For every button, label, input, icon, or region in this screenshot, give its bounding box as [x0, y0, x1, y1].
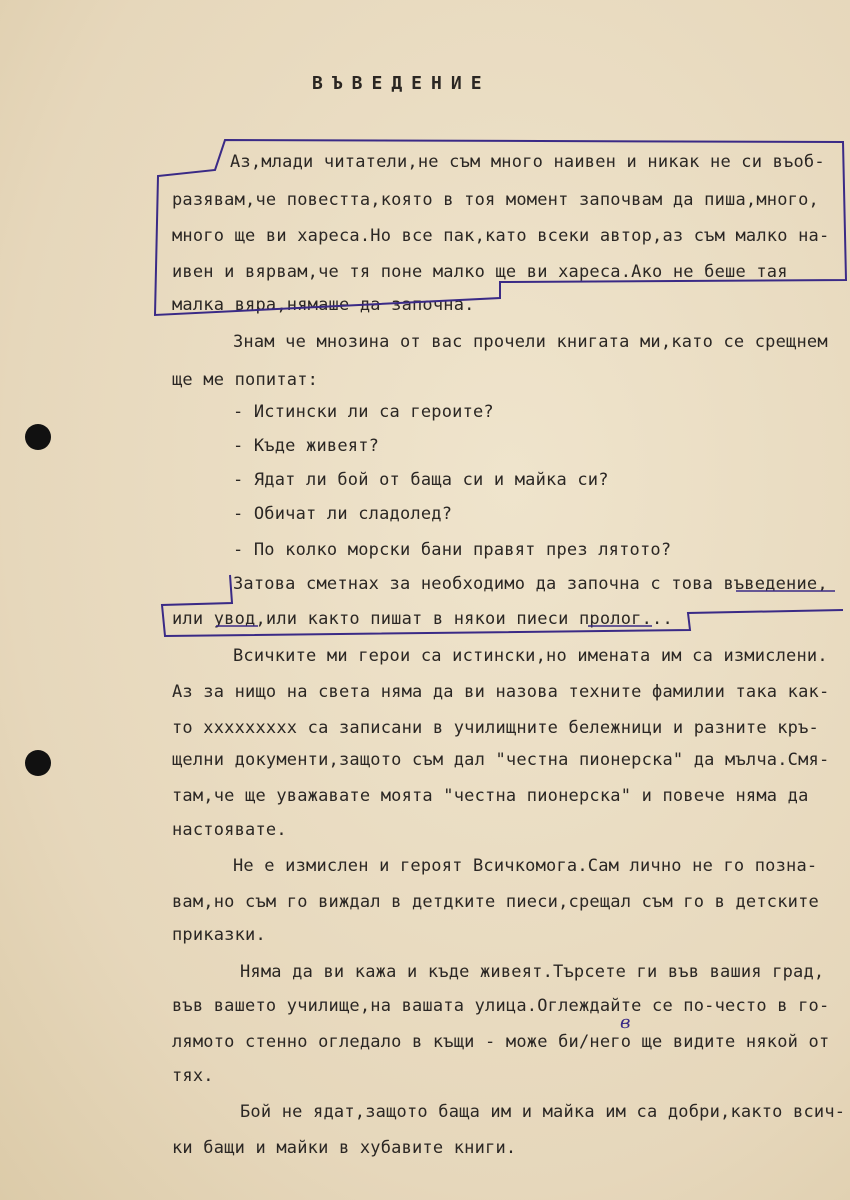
- text-line-28: Бой не ядат,защото баща им и майка им са добри,както всич-: [240, 1102, 846, 1122]
- text-line-3: много ще ви хареса.Но все пак,като всеки автор,аз съм малко на-: [172, 226, 830, 246]
- question-2: - Къде живеят?: [233, 436, 380, 456]
- page-title: ВЪВЕДЕНИЕ: [312, 73, 491, 94]
- text-line-23: приказки.: [172, 925, 266, 945]
- text-line-21: Не е измислен и героят Всичкомога.Сам лично не го позна-: [233, 856, 818, 876]
- question-4: - Обичат ли сладолед?: [233, 504, 453, 524]
- text-line-24: Няма да ви кажа и къде живеят.Търсете ги във вашия град,: [240, 962, 825, 982]
- punch-hole-bottom: [25, 750, 51, 776]
- text-line-14: или увод,или както пишат в някои пиеси пролог...: [172, 609, 673, 629]
- text-line-19: там,че ще уважавате моята "честна пионерска" и повече няма да: [172, 786, 809, 806]
- text-line-7: ще ме попитат:: [172, 370, 319, 390]
- question-3: - Ядат ли бой от баща си и майка си?: [233, 470, 609, 490]
- text-line-26: лямото стенно огледало в къщи - може би/него ще видите някой от: [172, 1032, 830, 1052]
- text-line-2: разявам,че повестта,която в тоя момент започвам да пиша,много,: [172, 190, 819, 210]
- text-line-1: Аз,млади читатели,не съм много наивен и никак не си въоб-: [230, 152, 825, 172]
- text-line-20: настоявате.: [172, 820, 287, 840]
- text-line-5: малка вяра,нямаше да започна.: [172, 295, 475, 315]
- text-line-6: Знам че мнозина от вас прочели книгата ми,като се срещнем: [233, 332, 828, 352]
- question-5: - По колко морски бани правят през лятото?: [233, 540, 672, 560]
- text-line-17: то xxxxxxxxx са записани в училищните бележници и разните кръ-: [172, 718, 819, 738]
- handwritten-note: в: [620, 1012, 631, 1033]
- text-line-13: Затова сметнах за необходимо да започна с това въведение,: [233, 574, 828, 594]
- text-line-4: ивен и вярвам,че тя поне малко ще ви хареса.Ако не беше тая: [172, 262, 788, 282]
- text-line-27: тях.: [172, 1066, 214, 1086]
- text-line-16: Аз за нищо на света няма да ви назова техните фамилии така как-: [172, 682, 830, 702]
- text-line-15: Всичките ми герои са истински,но имената им са измислени.: [233, 646, 828, 666]
- question-1: - Истински ли са героите?: [233, 402, 494, 422]
- text-line-29: ки бащи и майки в хубавите книги.: [172, 1138, 517, 1158]
- text-line-25: във вашето училище,на вашата улица.Оглеждайте се по-често в го-: [172, 996, 830, 1016]
- text-line-18: щелни документи,защото съм дал "честна пионерска" да мълча.Смя-: [172, 750, 830, 770]
- text-line-22: вам,но съм го виждал в детдките пиеси,срещал съм го в детските: [172, 892, 819, 912]
- punch-hole-top: [25, 424, 51, 450]
